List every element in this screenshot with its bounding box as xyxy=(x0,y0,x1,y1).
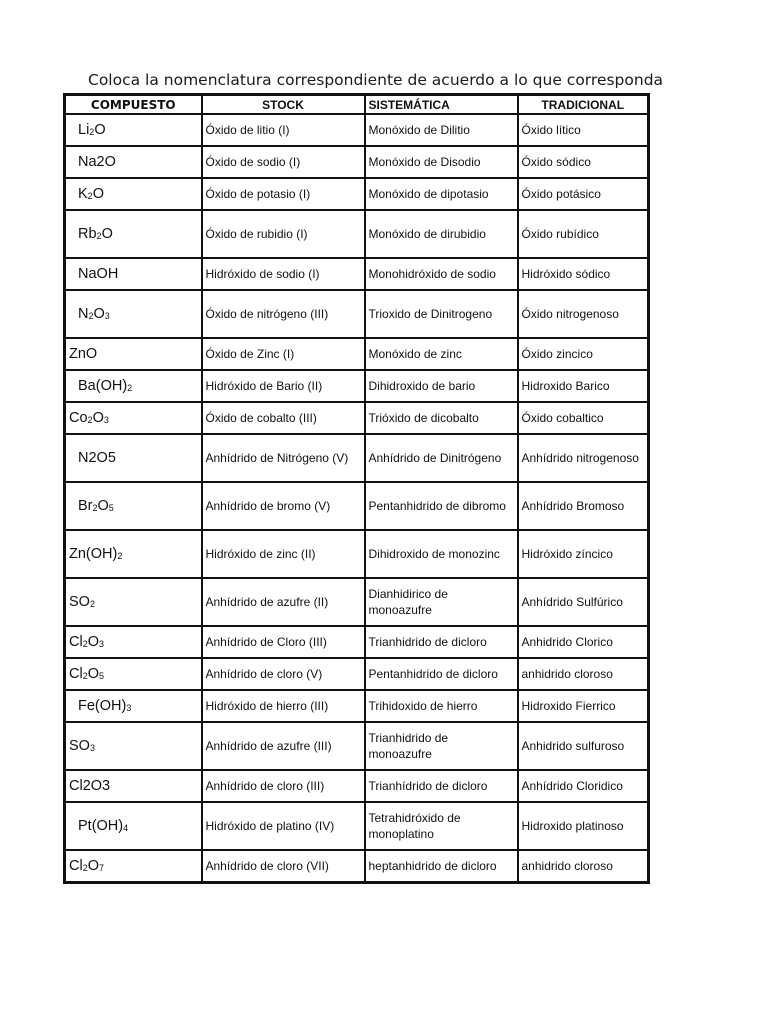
formula-subscript: 5 xyxy=(108,503,114,513)
compound-formula xyxy=(65,178,202,210)
traditional-name: Anhídrido Cloridico xyxy=(518,770,649,802)
formula-subscript: 2 xyxy=(82,671,88,681)
formula-part: NaOH xyxy=(78,266,119,282)
formula-part: SO xyxy=(69,594,90,610)
traditional-name: Hidróxido zíncico xyxy=(518,530,649,578)
systematic-name: Trihidoxido de hierro xyxy=(365,690,518,722)
traditional-name: Óxido potásico xyxy=(518,178,649,210)
table-row xyxy=(65,434,649,482)
formula-part: Pt(OH) xyxy=(78,818,124,834)
formula-part: SO xyxy=(69,738,90,754)
systematic-name: Monóxido de Dilitio xyxy=(365,114,518,146)
systematic-name: heptanhidrido de dicloro xyxy=(365,850,518,882)
stock-name: Anhídrido de Cloro (III) xyxy=(202,626,365,658)
stock-name: Anhídrido de azufre (III) xyxy=(202,722,365,770)
stock-name: Óxido de sodio (I) xyxy=(202,146,365,178)
traditional-name: Óxido cobaltico xyxy=(518,402,649,434)
header-row xyxy=(65,95,649,115)
compound-formula xyxy=(65,338,202,370)
systematic-name: Monóxido de zinc xyxy=(365,338,518,370)
formula-part: K xyxy=(78,186,88,202)
systematic-name: Pentanhidrido de dibromo xyxy=(365,482,518,530)
stock-name: Óxido de cobalto (III) xyxy=(202,402,365,434)
formula-part: O xyxy=(92,410,104,426)
formula-part: Na2O xyxy=(78,154,116,170)
traditional-name: Anhidrido Clorico xyxy=(518,626,649,658)
compound-formula xyxy=(65,290,202,338)
table-row xyxy=(65,802,649,850)
compound-formula xyxy=(65,658,202,690)
table-body xyxy=(65,114,649,882)
compound-formula xyxy=(65,850,202,882)
formula-part: ZnO xyxy=(69,346,98,362)
systematic-name: Monohidróxido de sodio xyxy=(365,258,518,290)
table-row xyxy=(65,370,649,402)
systematic-name: Trioxido de Dinitrogeno xyxy=(365,290,518,338)
stock-name: Hidróxido de zinc (II) xyxy=(202,530,365,578)
table-row xyxy=(65,338,649,370)
table-row xyxy=(65,530,649,578)
formula-subscript: 3 xyxy=(126,703,132,713)
formula-part: Cl xyxy=(69,857,83,874)
header-stock: STOCK xyxy=(202,95,365,115)
stock-name: Anhídrido de azufre (II) xyxy=(202,578,365,626)
table-row xyxy=(65,210,649,258)
table-row xyxy=(65,658,649,690)
formula-part: Li xyxy=(78,122,90,138)
traditional-name: Óxido sódico xyxy=(518,146,649,178)
formula-part: O xyxy=(101,226,113,242)
traditional-name: Hidróxido sódico xyxy=(518,258,649,290)
table-row xyxy=(65,290,649,338)
compound-formula xyxy=(65,578,202,626)
traditional-name: Anhidrido sulfuroso xyxy=(518,722,649,770)
formula-subscript: 7 xyxy=(99,862,105,873)
traditional-name: Hidroxido platinoso xyxy=(518,802,649,850)
formula-part: N xyxy=(78,306,89,322)
formula-part: Fe(OH) xyxy=(78,698,127,714)
systematic-name: Trianhidrido de dicloro xyxy=(365,626,518,658)
table-row xyxy=(65,146,649,178)
formula-subscript: 2 xyxy=(82,639,88,649)
systematic-name: Pentanhidrido de dicloro xyxy=(365,658,518,690)
formula-part: Rb xyxy=(78,226,97,242)
formula-subscript: 2 xyxy=(89,127,95,137)
formula-part: O xyxy=(94,122,106,138)
systematic-name: Dihidroxido de bario xyxy=(365,370,518,402)
formula-subscript: 2 xyxy=(87,415,93,425)
stock-name: Óxido de potasio (I) xyxy=(202,178,365,210)
compound-formula xyxy=(65,370,202,402)
traditional-name: Óxido rubídico xyxy=(518,210,649,258)
nomenclature-table xyxy=(63,93,650,884)
stock-name: Anhídrido de cloro (VII) xyxy=(202,850,365,882)
formula-subscript: 2 xyxy=(87,191,93,201)
stock-name: Óxido de litio (I) xyxy=(202,114,365,146)
stock-name: Óxido de rubidio (I) xyxy=(202,210,365,258)
formula-subscript: 2 xyxy=(88,311,94,321)
compound-formula xyxy=(65,210,202,258)
formula-subscript: 2 xyxy=(117,551,123,561)
table-row xyxy=(65,578,649,626)
stock-name: Anhídrido de bromo (V) xyxy=(202,482,365,530)
formula-part: O xyxy=(87,857,99,874)
compound-formula xyxy=(65,770,202,802)
stock-name: Hidróxido de sodio (I) xyxy=(202,258,365,290)
systematic-name: Monóxido de dipotasio xyxy=(365,178,518,210)
formula-part: N2O5 xyxy=(78,450,116,466)
traditional-name: Hidroxido Fierrico xyxy=(518,690,649,722)
table-row xyxy=(65,722,649,770)
table-row xyxy=(65,690,649,722)
formula-subscript: 2 xyxy=(96,231,102,241)
systematic-name: Tetrahidróxido de monoplatino xyxy=(365,802,518,850)
table-row xyxy=(65,770,649,802)
systematic-name: Trianhidrido de monoazufre xyxy=(365,722,518,770)
compound-formula xyxy=(65,434,202,482)
formula-part: Co xyxy=(69,410,88,426)
page-title: Coloca la nomenclatura correspondiente de acuerdo a lo que corresponda xyxy=(88,71,664,89)
formula-part: O xyxy=(97,498,109,514)
stock-name: Anhídrido de Nitrógeno (V) xyxy=(202,434,365,482)
traditional-name: Óxido zincico xyxy=(518,338,649,370)
formula-part: Br xyxy=(78,498,93,514)
formula-part: O xyxy=(92,186,104,202)
formula-part: Cl xyxy=(69,666,83,682)
stock-name: Hidróxido de platino (IV) xyxy=(202,802,365,850)
formula-part: Cl xyxy=(69,634,83,650)
compound-formula xyxy=(65,402,202,434)
compound-formula xyxy=(65,114,202,146)
traditional-name: Anhídrido nitrogenoso xyxy=(518,434,649,482)
formula-part: O xyxy=(93,306,105,322)
compound-formula xyxy=(65,146,202,178)
stock-name: Óxido de nitrógeno (III) xyxy=(202,290,365,338)
formula-subscript: 2 xyxy=(82,862,88,873)
header-sistematica: SISTEMÁTICA xyxy=(365,95,518,115)
traditional-name: Anhídrido Bromoso xyxy=(518,482,649,530)
traditional-name: Hidroxido Barico xyxy=(518,370,649,402)
stock-name: Hidróxido de Bario (II) xyxy=(202,370,365,402)
formula-part: O xyxy=(87,634,99,650)
stock-name: Óxido de Zinc (I) xyxy=(202,338,365,370)
traditional-name: anhidrido cloroso xyxy=(518,658,649,690)
formula-subscript: 2 xyxy=(92,503,98,513)
table-row xyxy=(65,258,649,290)
traditional-name: Óxido nitrogenoso xyxy=(518,290,649,338)
formula-subscript: 4 xyxy=(123,823,129,833)
compound-formula xyxy=(65,690,202,722)
traditional-name: Anhídrido Sulfúrico xyxy=(518,578,649,626)
table-row xyxy=(65,482,649,530)
formula-subscript: 3 xyxy=(89,743,95,753)
compound-formula xyxy=(65,530,202,578)
systematic-name: Dihidroxido de monozinc xyxy=(365,530,518,578)
systematic-name: Monóxido de Disodio xyxy=(365,146,518,178)
compound-formula xyxy=(65,802,202,850)
compound-formula xyxy=(65,626,202,658)
compound-formula xyxy=(65,258,202,290)
formula-part: Cl2O3 xyxy=(69,778,111,794)
formula-part: Ba(OH) xyxy=(78,378,128,394)
stock-name: Hidróxido de hierro (III) xyxy=(202,690,365,722)
formula-part: O xyxy=(87,666,99,682)
stock-name: Anhídrido de cloro (III) xyxy=(202,770,365,802)
table-row xyxy=(65,402,649,434)
systematic-name: Monóxido de dirubidio xyxy=(365,210,518,258)
formula-subscript: 3 xyxy=(103,415,109,425)
systematic-name: Trianhídrido de dicloro xyxy=(365,770,518,802)
header-compuesto: COMPUESTO xyxy=(65,95,202,115)
formula-subscript: 2 xyxy=(89,599,95,609)
formula-part: Zn(OH) xyxy=(69,546,118,562)
systematic-name: Dianhidirico de monoazufre xyxy=(365,578,518,626)
traditional-name: anhidrido cloroso xyxy=(518,850,649,882)
table-row xyxy=(65,114,649,146)
compound-formula xyxy=(65,482,202,530)
traditional-name: Óxido lítico xyxy=(518,114,649,146)
header-tradicional: TRADICIONAL xyxy=(518,95,649,115)
table-row xyxy=(65,850,649,882)
systematic-name: Trióxido de dicobalto xyxy=(365,402,518,434)
table-row xyxy=(65,626,649,658)
compound-formula xyxy=(65,722,202,770)
formula-subscript: 2 xyxy=(127,383,133,393)
systematic-name: Anhídrido de Dinitrógeno xyxy=(365,434,518,482)
formula-subscript: 3 xyxy=(99,639,105,649)
formula-subscript: 3 xyxy=(104,311,110,321)
table-row xyxy=(65,178,649,210)
stock-name: Anhídrido de cloro (V) xyxy=(202,658,365,690)
formula-subscript: 5 xyxy=(99,671,105,681)
